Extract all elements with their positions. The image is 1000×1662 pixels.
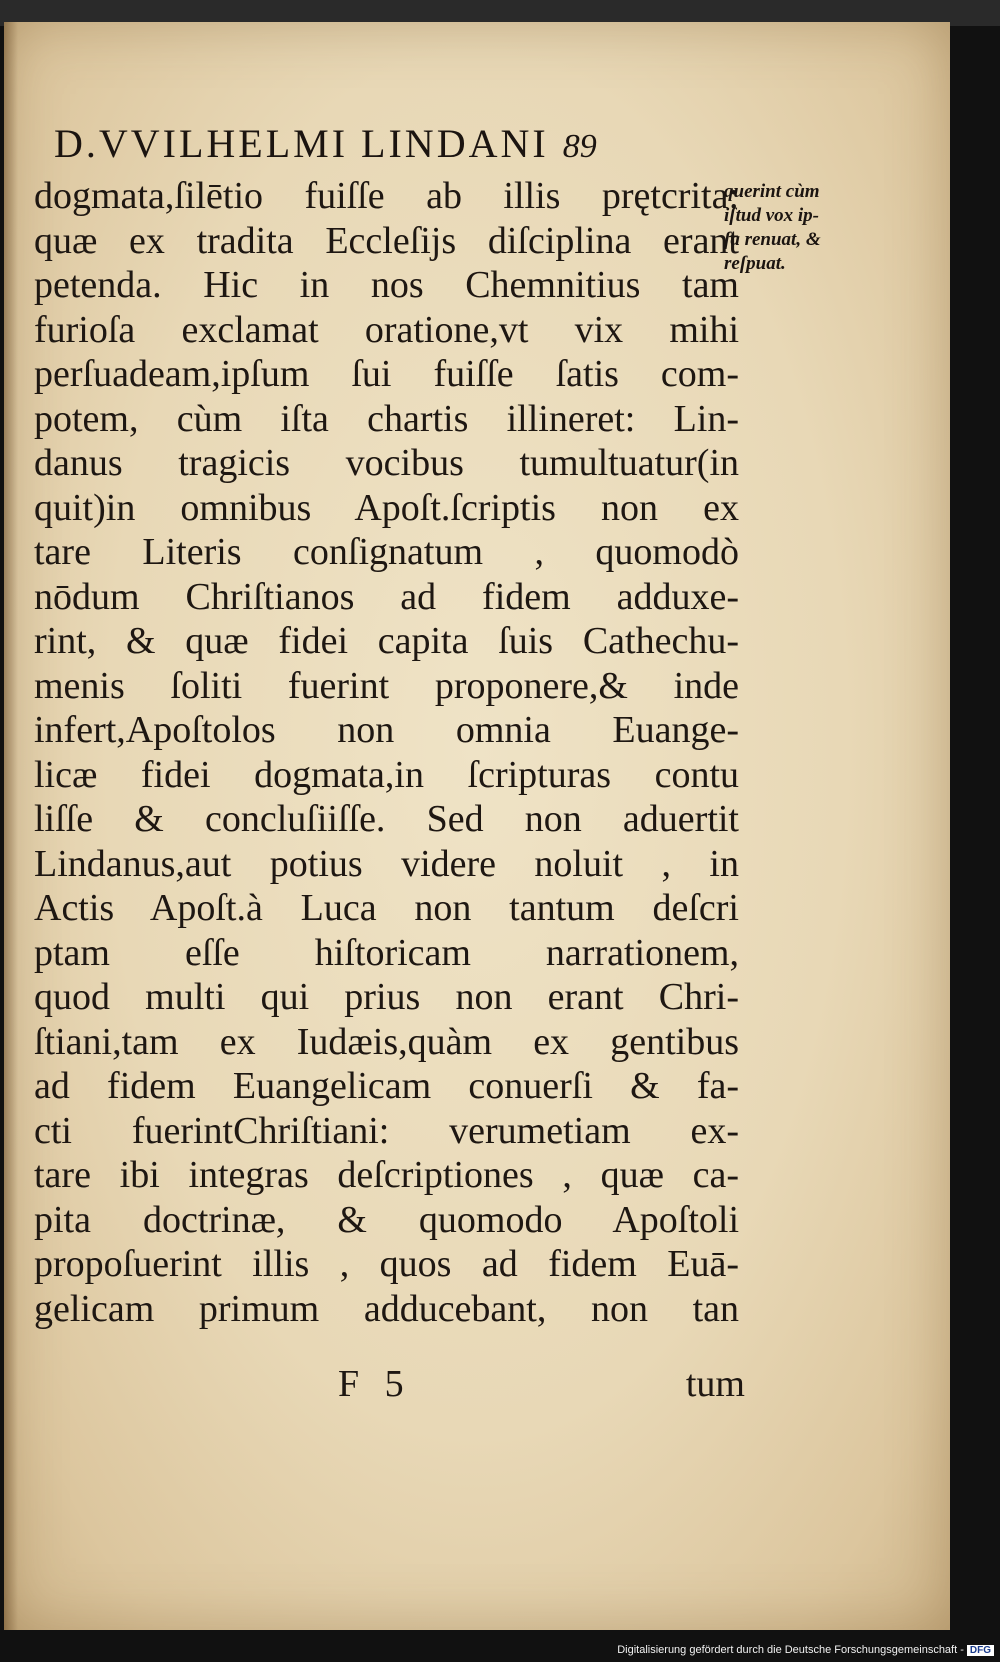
page-number: 89	[562, 128, 597, 165]
text-line: cti fuerintChriſtiani: verumetiam ex-	[34, 1109, 739, 1152]
text-line: menis ſoliti fuerint proponere,& inde	[34, 664, 739, 707]
text-line: licæ fidei dogmata,in ſcripturas contu	[34, 753, 739, 796]
text-line: quit)in omnibus Apoſt.ſcriptis non ex	[34, 486, 739, 529]
text-line: nōdum Chriſtianos ad fidem adduxe-	[34, 575, 739, 618]
catchword: tum	[685, 1363, 745, 1405]
signature-mark: F 5	[338, 1363, 412, 1405]
text-line: liſſe & concluſiiſſe. Sed non aduertit	[34, 798, 739, 840]
text-line: gelicam primum adducebant, non tan	[34, 1287, 739, 1330]
marginal-note-line: reſpuat.	[724, 253, 786, 274]
text-line: danus tragicis vocibus tumultuatur(in	[34, 442, 739, 484]
text-line: petenda. Hic in nos Chemnitius tam	[34, 264, 739, 306]
text-line: infert,Apoſtolos non omnia Euange-	[34, 709, 739, 751]
body-text	[34, 174, 739, 1331]
marginal-note	[724, 180, 889, 276]
running-head-title: D.VVILHELMI LINDANI	[54, 121, 549, 166]
text-line: furioſa exclamat oratione,vt vix mihi	[34, 308, 739, 351]
text-line: Actis Apoſt.à Luca non tantum deſcri	[34, 887, 739, 929]
book-page	[4, 22, 950, 1630]
text-line: potem, cùm iſta chartis illineret: Lin-	[34, 397, 739, 440]
marginal-note-line: querint cùm	[724, 181, 820, 202]
text-line: quod multi qui prius non erant Chri-	[34, 976, 739, 1018]
text-line: Lindanus,aut potius videre noluit , in	[34, 842, 739, 885]
marginal-note-line: ſa renuat, &	[724, 229, 821, 250]
funding-credit-text: Digitalisierung gefördert durch die Deutsche Forschungsgemeinschaft -	[617, 1644, 964, 1656]
text-line: tare ibi integras deſcriptiones , quæ ca-	[34, 1154, 739, 1196]
text-line: quæ ex tradita Eccleſijs diſciplina erant	[34, 219, 739, 262]
funding-credit	[617, 1644, 994, 1656]
dfg-logo: DFG	[967, 1645, 994, 1656]
text-line: pita doctrinæ, & quomodo Apoſtoli	[34, 1198, 739, 1241]
text-line: perſuadeam,ipſum ſui fuiſſe ſatis com-	[34, 353, 739, 395]
page-footer	[40, 1362, 745, 1410]
text-line: ſtiani,tam ex Iudæis,quàm ex gentibus	[34, 1020, 739, 1063]
running-head	[54, 120, 597, 167]
text-line: ptam eſſe hiſtoricam narrationem,	[34, 931, 739, 974]
text-line: dogmata,ſilētio fuiſſe ab illis prętcrita:	[34, 175, 739, 217]
text-line: ad fidem Euangelicam conuerſi & fa-	[34, 1065, 739, 1107]
text-line: tare Literis conſignatum , quomodò	[34, 531, 739, 573]
text-line: rint, & quæ fidei capita ſuis Cathechu-	[34, 620, 739, 662]
text-line: propoſuerint illis , quos ad fidem Euā-	[34, 1243, 739, 1285]
marginal-note-line: iſtud vox ip-	[724, 205, 819, 226]
